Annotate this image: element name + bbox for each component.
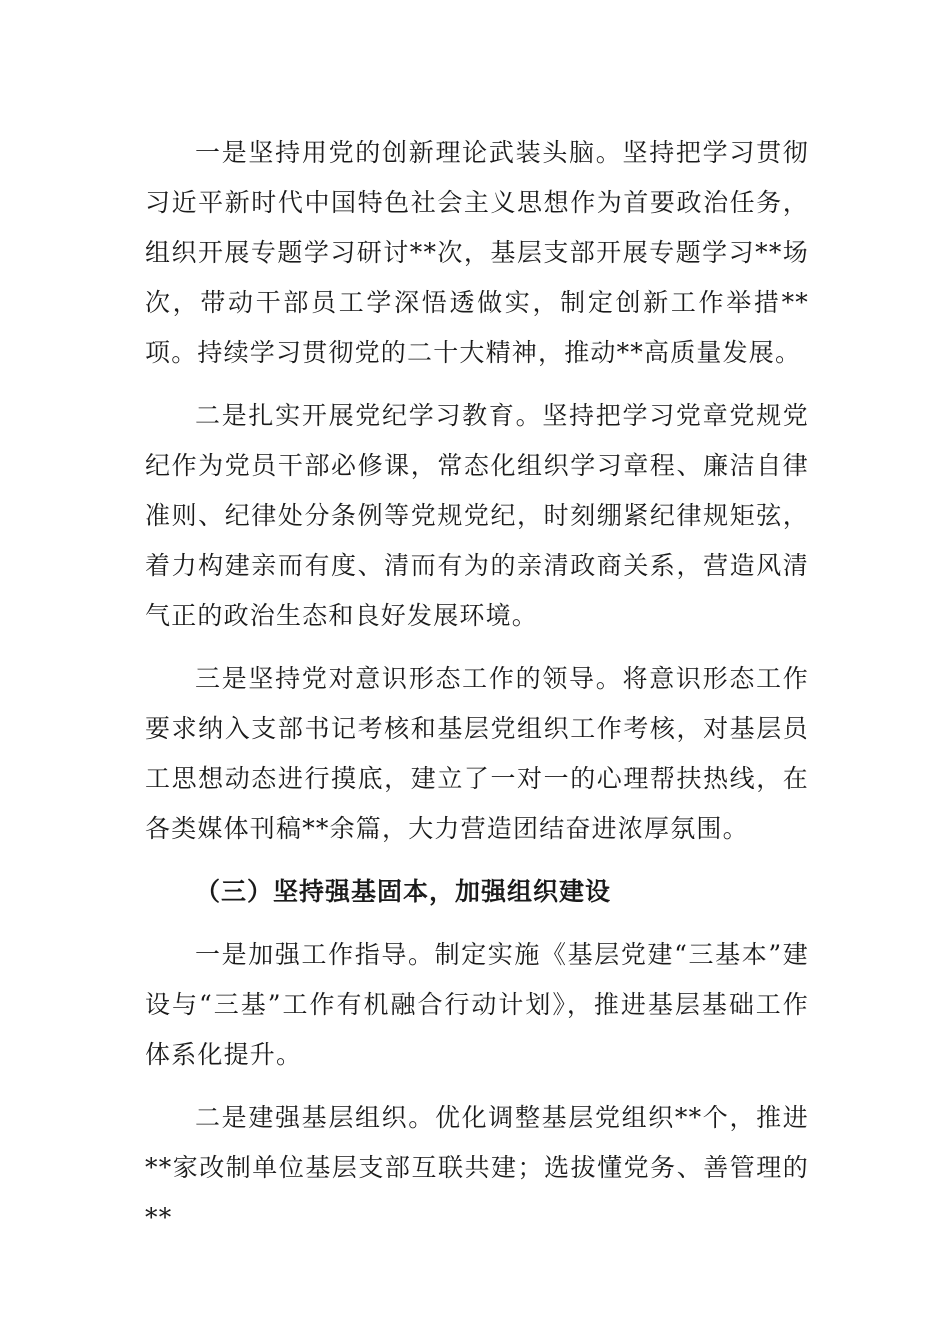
document-body (145, 128, 809, 1243)
paragraph-ideology-work: 三是坚持党对意识形态工作的领导。将意识形态工作要求纳入支部书记考核和基层党组织工作考核，对基层员工思想动态进行摸底，建立了一对一的心理帮扶热线，在各类媒体刊稿**余篇，大力营造团结奋进浓厚氛围。 (145, 664, 809, 843)
paragraph-work-guidance: 一是加强工作指导。制定实施《基层党建“三基本”建设与“三基”工作有机融合行动计划》，推进基层基础工作体系化提升。 (145, 940, 809, 1069)
section-heading: （三）坚持强基固本，加强组织建设 (195, 877, 612, 906)
paragraph-grassroots-organization: 二是建强基层组织。优化调整基层党组织**个，推进**家改制单位基层支部互联共建；选拔懂党务、善管理的** (145, 1103, 809, 1232)
paragraph-discipline-education: 二是扎实开展党纪学习教育。坚持把学习党章党规党纪作为党员干部必修课，常态化组织学习章程、廉洁自律准则、纪律处分条例等党规党纪，时刻绷紧纪律规矩弦，着力构建亲而有度、清而有为的亲清政商关系，营造风清气正的政治生态和良好发展环境。 (145, 401, 809, 630)
paragraph-theory-study: 一是坚持用党的创新理论武装头脑。坚持把学习贯彻习近平新时代中国特色社会主义思想作为首要政治任务，组织开展专题学习研讨**次，基层支部开展专题学习**场次，带动干部员工学深悟透做实，制定创新工作举措**项。持续学习贯彻党的二十大精神，推动**高质量发展。 (145, 138, 809, 367)
